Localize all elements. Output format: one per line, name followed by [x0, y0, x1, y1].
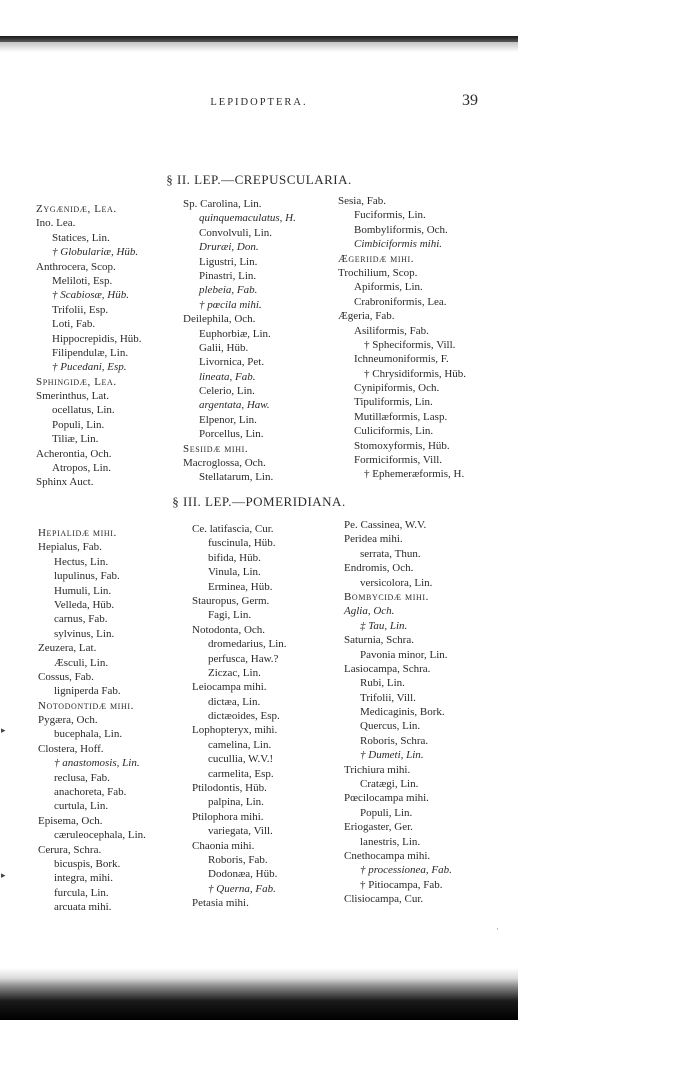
taxon-entry: Smerinthus, Lat.	[36, 390, 110, 403]
crepuscularia-column-1	[36, 202, 142, 490]
taxon-entry: Æsculi, Lin.	[54, 656, 109, 669]
taxon-entry: Roboris, Schra.	[360, 734, 429, 747]
taxon-entry: quinquemaculatus, H.	[199, 212, 296, 225]
taxon-entry: Clostera, Hoff.	[38, 742, 104, 755]
taxon-entry: Apiformis, Lin.	[354, 281, 423, 294]
taxon-entry: dromedarius, Lin.	[208, 638, 287, 651]
taxon-entry: Druræi, Don.	[199, 241, 259, 254]
taxon-entry: lanestris, Lin.	[360, 835, 421, 848]
taxon-entry: camelina, Lin.	[208, 738, 272, 751]
taxon-entry: Saturnia, Schra.	[344, 634, 414, 647]
taxon-entry: versicolora, Lin.	[360, 576, 433, 589]
taxon-entry: Ziczac, Lin.	[208, 666, 261, 679]
taxon-entry: Velleda, Hüb.	[54, 598, 115, 611]
taxon-entry: perfusca, Haw.?	[208, 652, 279, 665]
taxon-entry: Cratægi, Lin.	[360, 778, 419, 791]
taxon-entry: arcuata mihi.	[54, 901, 112, 914]
taxon-entry: Meliloti, Esp.	[52, 274, 113, 287]
taxon-entry: Ligustri, Lin.	[199, 255, 258, 268]
taxon-entry: Deilephila, Och.	[183, 313, 256, 326]
taxon-entry: Erminea, Hüb.	[208, 580, 273, 593]
taxon-entry: Cerura, Schra.	[38, 843, 102, 856]
taxon-entry: Trichiura mihi.	[344, 763, 411, 776]
taxon-entry: † anastomosis, Lin.	[54, 757, 140, 770]
pomeridiana-column-3	[344, 518, 452, 907]
running-head: LEPIDOPTERA.	[210, 97, 308, 108]
taxon-entry: Elpenor, Lin.	[199, 413, 257, 426]
taxon-entry: lineata, Fab.	[199, 370, 256, 383]
taxon-entry: Tipuliformis, Lin.	[354, 396, 433, 409]
taxon-entry: Medicaginis, Bork.	[360, 706, 445, 719]
pomeridiana-column-1	[38, 526, 146, 915]
taxon-entry: Euphorbiæ, Lin.	[199, 327, 271, 340]
taxon-entry: reclusa, Fab.	[54, 771, 110, 784]
taxon-entry: variegata, Vill.	[208, 825, 273, 838]
taxon-entry: Bombyliformis, Och.	[354, 223, 448, 236]
taxon-entry: lupulinus, Fab.	[54, 570, 120, 583]
taxon-entry: Sphinx Auct.	[36, 476, 94, 489]
taxon-entry: † Dumeti, Lin.	[360, 749, 424, 762]
margin-mark: ▸	[1, 725, 6, 735]
taxon-entry: Mutillæformis, Lasp.	[354, 410, 448, 423]
taxon-entry: Stauropus, Germ.	[192, 594, 270, 607]
taxon-entry: Macroglossa, Och.	[183, 457, 266, 470]
taxon-entry: Aglia, Och.	[344, 605, 395, 618]
taxon-entry: ligniperda Fab.	[54, 685, 121, 698]
taxon-entry: Culiciformis, Lin.	[354, 425, 434, 438]
taxon-entry: bicuspis, Bork.	[54, 857, 121, 870]
taxon-entry: integra, mihi.	[54, 872, 113, 885]
taxon-entry: Cynipiformis, Och.	[354, 382, 440, 395]
taxon-entry: Lasiocampa, Schra.	[344, 662, 431, 675]
taxon-entry: Dodonæa, Hüb.	[208, 868, 278, 881]
taxon-entry: Crabroniformis, Lea.	[354, 295, 447, 308]
taxon-entry: serrata, Thun.	[360, 547, 421, 560]
taxon-entry: Ichneumoniformis, F.	[354, 353, 449, 366]
taxon-entry: Celerio, Lin.	[199, 385, 255, 398]
taxon-entry: Leiocampa mihi.	[192, 681, 267, 694]
taxon-entry: Pavonia minor, Lin.	[360, 648, 448, 661]
taxon-entry: Formiciformis, Vill.	[354, 454, 443, 467]
taxon-entry: Atropos, Lin.	[52, 462, 111, 475]
taxon-entry: † Globulariæ, Hüb.	[52, 246, 139, 259]
taxon-entry: Hectus, Lin.	[54, 555, 109, 568]
taxon-entry: Notodontidæ mihi.	[38, 699, 134, 712]
taxon-entry: Loti, Fab.	[52, 318, 96, 331]
taxon-entry: Hepialus, Fab.	[38, 541, 102, 554]
taxon-entry: Populi, Lin.	[360, 806, 413, 819]
taxon-entry: Trochilium, Scop.	[338, 266, 418, 279]
taxon-entry: Humuli, Lin.	[54, 584, 112, 597]
taxon-entry: † Chrysidiformis, Hüb.	[364, 367, 467, 380]
taxon-entry: Tiliæ, Lin.	[52, 433, 99, 446]
taxon-entry: Vinula, Lin.	[208, 566, 261, 579]
taxon-entry: Rubi, Lin.	[360, 677, 405, 690]
margin-mark: ·	[496, 924, 499, 934]
taxon-entry: Anthrocera, Scop.	[36, 260, 116, 273]
taxon-entry: bucephala, Lin.	[54, 728, 123, 741]
taxon-entry: Sesiidæ mihi.	[183, 442, 249, 455]
section-heading-pomeridiana: § III. LEP.—POMERIDIANA.	[172, 494, 346, 509]
taxon-entry: Peridea mihi.	[344, 533, 403, 546]
taxon-entry: Clisiocampa, Cur.	[344, 893, 424, 906]
taxon-entry: Bombycidæ mihi.	[344, 590, 429, 603]
taxon-entry: Hepialidæ mihi.	[38, 527, 117, 539]
taxon-entry: ‡ Tau, Lin.	[360, 619, 408, 632]
taxon-entry: cucullia, W.V.!	[208, 753, 274, 766]
taxon-entry: † Scabiosæ, Hüb.	[52, 289, 129, 302]
taxon-entry: Ægeria, Fab.	[338, 310, 395, 323]
taxon-entry: Ino. Lea.	[36, 217, 76, 230]
taxon-entry: Convolvuli, Lin.	[199, 226, 273, 239]
crepuscularia-column-2	[183, 197, 296, 485]
taxon-entry: Ce. latifascia, Cur.	[192, 523, 274, 535]
taxon-entry: † Spheciformis, Vill.	[364, 338, 456, 351]
taxon-entry: Cimbiciformis mihi.	[354, 238, 443, 251]
taxon-entry: Galii, Hüb.	[199, 341, 249, 354]
taxon-entry: dictæa, Lin.	[208, 695, 261, 708]
taxon-entry: Episema, Och.	[38, 814, 103, 827]
taxon-entry: Sphingidæ, Lea.	[36, 375, 117, 388]
taxon-entry: anachoreta, Fab.	[54, 786, 127, 799]
taxon-entry: Sp. Carolina, Lin.	[183, 198, 262, 210]
taxon-entry: Pinastri, Lin.	[199, 269, 257, 282]
taxon-entry: Chaonia mihi.	[192, 839, 255, 852]
taxon-entry: ocellatus, Lin.	[52, 404, 115, 417]
taxon-entry: carnus, Fab.	[54, 613, 108, 626]
taxon-entry: † pœcila mihi.	[199, 298, 262, 311]
taxon-entry: cæruleocephala, Lin.	[54, 829, 146, 842]
taxon-entry: curtula, Lin.	[54, 800, 109, 813]
taxon-entry: carmelita, Esp.	[208, 767, 274, 780]
taxon-entry: Stellatarum, Lin.	[199, 471, 274, 484]
taxon-entry: Trifolii, Esp.	[52, 303, 109, 316]
taxon-entry: Fagi, Lin.	[208, 609, 252, 622]
taxon-entry: Ægeriidæ mihi.	[338, 252, 415, 265]
taxon-entry: fuscinula, Hüb.	[208, 537, 276, 550]
taxon-entry: Porcellus, Lin.	[199, 428, 264, 441]
taxon-entry: Quercus, Lin.	[360, 720, 421, 733]
taxon-entry: Ptilodontis, Hüb.	[192, 782, 267, 795]
taxon-entry: Filipendulæ, Lin.	[52, 346, 129, 359]
taxon-entry: Petasia mihi.	[192, 897, 249, 910]
taxon-entry: Pœcilocampa mihi.	[344, 792, 429, 805]
page-number: 39	[462, 92, 478, 109]
crepuscularia-column-3	[338, 194, 466, 482]
taxon-entry: † processionea, Fab.	[360, 864, 452, 877]
taxon-entry: Notodonta, Och.	[192, 623, 266, 636]
taxon-entry: Eriogaster, Ger.	[344, 821, 413, 834]
taxon-entry: Lophopteryx, mihi.	[192, 724, 278, 737]
taxon-entry: dictæoides, Esp.	[208, 710, 280, 723]
taxon-entry: Roboris, Fab.	[208, 853, 268, 866]
taxon-entry: Cnethocampa mihi.	[344, 849, 431, 862]
margin-mark: ▸	[1, 870, 6, 880]
taxon-entry: † Pitiocampa, Fab.	[360, 878, 443, 891]
taxon-entry: † Querna, Fab.	[208, 882, 276, 895]
taxon-entry: Livornica, Pet.	[199, 356, 265, 369]
taxon-entry: Fuciformis, Lin.	[354, 209, 426, 222]
taxon-entry: Zeuzera, Lat.	[38, 642, 97, 655]
taxon-entry: palpina, Lin.	[208, 796, 264, 809]
taxon-entry: Acherontia, Och.	[36, 447, 112, 460]
taxon-entry: Populi, Lin.	[52, 418, 105, 431]
taxon-entry: Zygænidæ, Lea.	[36, 203, 117, 215]
taxon-entry: Ptilophora mihi.	[192, 810, 264, 823]
taxon-entry: furcula, Lin.	[54, 886, 109, 899]
taxon-entry: Trifolii, Vill.	[360, 691, 416, 704]
taxon-entry: Pe. Cassinea, W.V.	[344, 519, 427, 531]
taxon-entry: Statices, Lin.	[52, 231, 110, 244]
taxon-entry: Stomoxyformis, Hüb.	[354, 439, 450, 452]
taxon-entry: Cossus, Fab.	[38, 670, 94, 683]
taxon-entry: † Pucedani, Esp.	[52, 361, 127, 374]
taxon-entry: Sesia, Fab.	[338, 195, 386, 207]
taxon-entry: plebeia, Fab.	[199, 284, 258, 297]
taxon-entry: argentata, Haw.	[199, 399, 270, 412]
taxon-entry: Endromis, Och.	[344, 562, 414, 575]
taxon-entry: sylvinus, Lin.	[54, 627, 115, 640]
taxon-entry: Pygæra, Och.	[38, 714, 98, 727]
pomeridiana-column-2	[192, 522, 287, 911]
section-heading-crepuscularia: § II. LEP.—CREPUSCULARIA.	[166, 172, 352, 187]
taxon-entry: Hippocrepidis, Hüb.	[52, 332, 142, 345]
taxon-entry: † Ephemeræformis, H.	[364, 468, 465, 481]
taxon-entry: bifida, Hüb.	[208, 551, 261, 564]
taxon-entry: Asiliformis, Fab.	[354, 324, 429, 337]
